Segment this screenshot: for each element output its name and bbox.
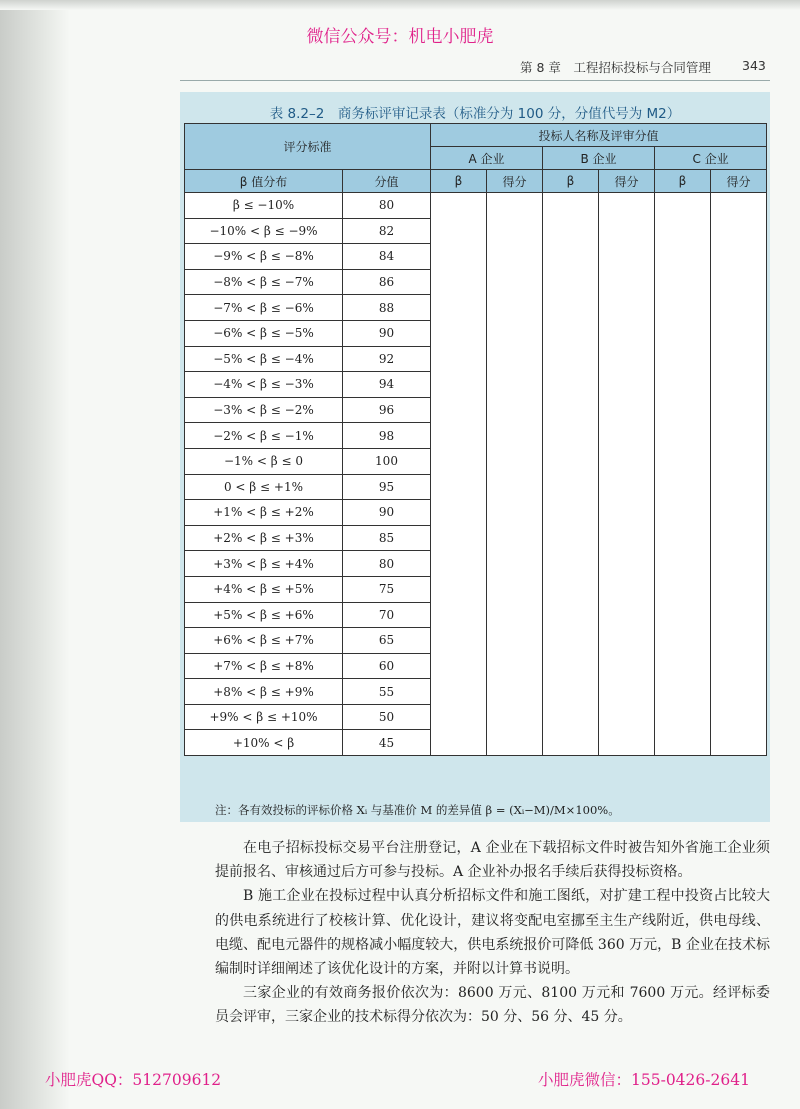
running-head [520, 58, 766, 76]
empty-score-column [543, 193, 599, 756]
header-beta-distribution: β 值分布 [185, 170, 343, 193]
beta-range-cell: +10% < β [185, 730, 343, 756]
score-value-cell: 80 [343, 551, 431, 577]
paragraph: 三家企业的有效商务报价依次为：8600 万元、8100 万元和 7600 万元。经评标委员会评审，三家企业的技术标得分依次为：50 分、56 分、45 分。 [215, 985, 770, 1026]
score-value-cell: 88 [343, 295, 431, 321]
beta-range-cell: −7% < β ≤ −6% [185, 295, 343, 321]
beta-range-cell: +5% < β ≤ +6% [185, 602, 343, 628]
header-bidders: 投标人名称及评审分值 [431, 124, 767, 147]
page-top-shadow [0, 0, 800, 10]
score-value-cell: 80 [343, 193, 431, 219]
beta-range-cell: −10% < β ≤ −9% [185, 218, 343, 244]
empty-score-column [431, 193, 487, 756]
beta-range-cell: −4% < β ≤ −3% [185, 372, 343, 398]
header-c-beta: β [655, 170, 711, 193]
watermark-top: 微信公众号：机电小肥虎 [306, 27, 494, 47]
beta-range-cell: −6% < β ≤ −5% [185, 320, 343, 346]
beta-range-cell: +3% < β ≤ +4% [185, 551, 343, 577]
score-value-cell: 100 [343, 448, 431, 474]
score-value-cell: 82 [343, 218, 431, 244]
score-value-cell: 85 [343, 525, 431, 551]
header-company-c: C 企业 [655, 147, 767, 170]
score-value-cell: 96 [343, 397, 431, 423]
header-rule [180, 80, 770, 81]
scoring-table [184, 123, 767, 756]
beta-range-cell: −1% < β ≤ 0 [185, 448, 343, 474]
paragraph: 在电子招标投标交易平台注册登记，A 企业在下载招标文件时被告知外省施工企业须提前报名、审核通过后方可参与投标。A 企业补办报名手续后获得投标资格。 [215, 840, 770, 881]
score-value-cell: 92 [343, 346, 431, 372]
header-score: 分值 [343, 170, 431, 193]
beta-range-cell: +4% < β ≤ +5% [185, 576, 343, 602]
beta-range-cell: −2% < β ≤ −1% [185, 423, 343, 449]
header-company-b: B 企业 [543, 147, 655, 170]
empty-score-column [711, 193, 767, 756]
beta-range-cell: −8% < β ≤ −7% [185, 269, 343, 295]
page-binding-shadow [0, 0, 70, 1109]
score-value-cell: 50 [343, 704, 431, 730]
table-note: 注：各有效投标的评标价格 Xᵢ 与基准价 M 的差异值 β = (Xᵢ−M)/M×100%。 [215, 803, 620, 817]
score-value-cell: 70 [343, 602, 431, 628]
score-value-cell: 90 [343, 320, 431, 346]
empty-score-column [599, 193, 655, 756]
header-c-got: 得分 [711, 170, 767, 193]
header-b-got: 得分 [599, 170, 655, 193]
score-value-cell: 98 [343, 423, 431, 449]
header-a-got: 得分 [487, 170, 543, 193]
table-row [185, 193, 767, 219]
header-criteria: 评分标准 [185, 124, 431, 170]
empty-score-column [487, 193, 543, 756]
empty-score-column [655, 193, 711, 756]
beta-range-cell: 0 < β ≤ +1% [185, 474, 343, 500]
score-value-cell: 86 [343, 269, 431, 295]
page-number: 343 [742, 58, 766, 73]
score-value-cell: 55 [343, 679, 431, 705]
table-title: 表 8.2–2 商务标评审记录表（标准分为 100 分，分值代号为 M2） [269, 106, 681, 122]
score-value-cell: 95 [343, 474, 431, 500]
beta-range-cell: +8% < β ≤ +9% [185, 679, 343, 705]
chapter-title: 第 8 章 工程招标投标与合同管理 [520, 60, 711, 75]
score-value-cell: 65 [343, 628, 431, 654]
score-value-cell: 94 [343, 372, 431, 398]
header-company-a: A 企业 [431, 147, 543, 170]
watermark-wechat: 小肥虎微信：155-0426-2641 [538, 1071, 750, 1089]
beta-range-cell: +9% < β ≤ +10% [185, 704, 343, 730]
beta-range-cell: +1% < β ≤ +2% [185, 500, 343, 526]
score-value-cell: 84 [343, 244, 431, 270]
score-value-cell: 90 [343, 500, 431, 526]
watermark-qq: 小肥虎QQ：512709612 [45, 1071, 222, 1089]
paragraph: B 施工企业在投标过程中认真分析招标文件和施工图纸，对扩建工程中投资占比较大的供电系统进行了校核计算、优化设计，建议将变配电室挪至主生产线附近，供电母线、电缆、配电元器件的规格减小幅度较大，供电系统报价可降低 360 万元，B 企业在技术标编制时详细阐述了该优化设计的方案，并附以计算书说明。 [215, 888, 770, 978]
beta-range-cell: −5% < β ≤ −4% [185, 346, 343, 372]
beta-range-cell: +2% < β ≤ +3% [185, 525, 343, 551]
body-text [215, 836, 770, 1030]
beta-range-cell: −9% < β ≤ −8% [185, 244, 343, 270]
header-b-beta: β [543, 170, 599, 193]
score-value-cell: 60 [343, 653, 431, 679]
score-value-cell: 45 [343, 730, 431, 756]
beta-range-cell: β ≤ −10% [185, 193, 343, 219]
beta-range-cell: +7% < β ≤ +8% [185, 653, 343, 679]
beta-range-cell: +6% < β ≤ +7% [185, 628, 343, 654]
header-a-beta: β [431, 170, 487, 193]
beta-range-cell: −3% < β ≤ −2% [185, 397, 343, 423]
table-body [185, 193, 767, 756]
score-value-cell: 75 [343, 576, 431, 602]
